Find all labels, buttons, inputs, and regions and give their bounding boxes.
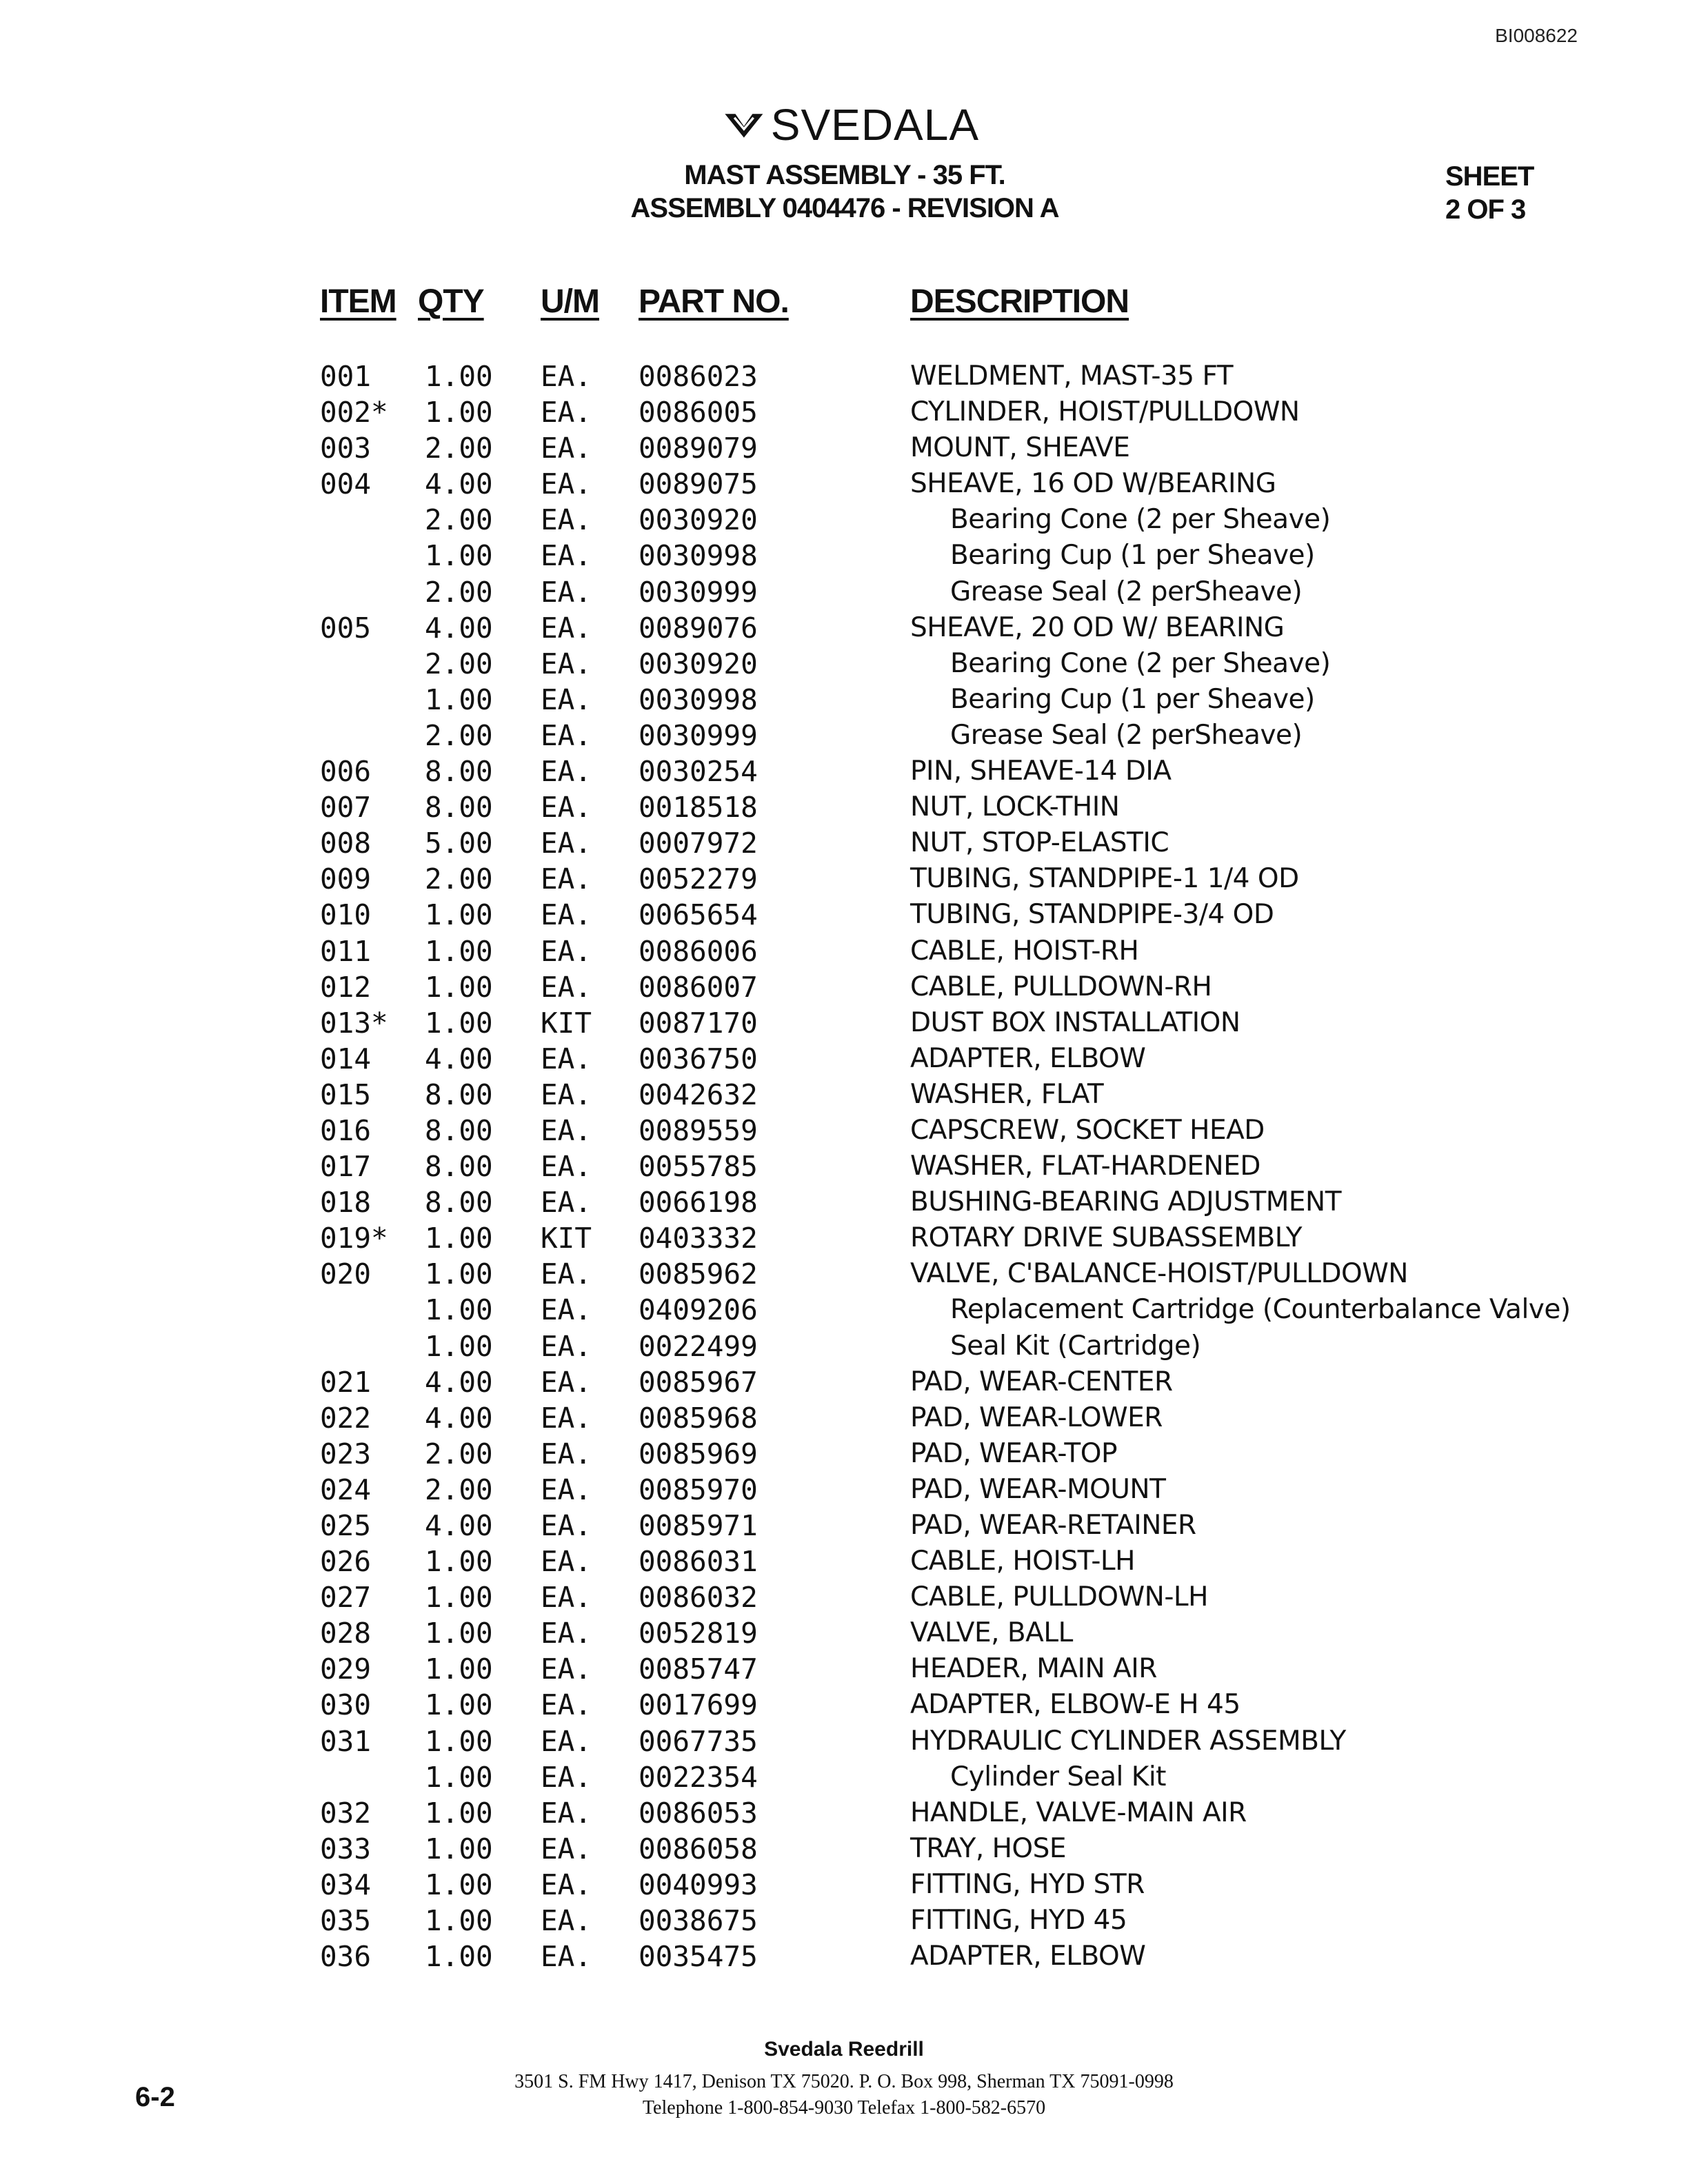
table-row bbox=[0, 897, 1688, 933]
column-header-item: ITEM bbox=[320, 283, 396, 320]
quantity-cell: 2.00 bbox=[425, 647, 493, 680]
table-row bbox=[0, 1149, 1688, 1184]
quantity-cell: 1.00 bbox=[425, 396, 493, 429]
unit-cell: EA. bbox=[541, 827, 592, 860]
unit-cell: EA. bbox=[541, 647, 592, 680]
unit-cell: EA. bbox=[541, 1257, 592, 1291]
item-number-cell: 033 bbox=[320, 1832, 372, 1866]
unit-cell: EA. bbox=[541, 1796, 592, 1830]
brand-name: SVEDALA bbox=[770, 100, 979, 150]
table-subrow bbox=[0, 682, 1688, 718]
part-number-cell: 0409206 bbox=[639, 1293, 758, 1327]
description-cell: WELDMENT, MAST-35 FT bbox=[910, 361, 1234, 392]
item-number-cell: 036 bbox=[320, 1940, 372, 1974]
item-number-cell: 013* bbox=[320, 1006, 388, 1040]
description-cell: PAD, WEAR-LOWER bbox=[910, 1402, 1163, 1433]
table-subrow bbox=[0, 538, 1688, 574]
item-number-cell: 011 bbox=[320, 934, 372, 968]
description-cell: ADAPTER, ELBOW-E H 45 bbox=[910, 1689, 1240, 1721]
part-number-cell: 0085962 bbox=[639, 1257, 758, 1291]
description-cell: PAD, WEAR-RETAINER bbox=[910, 1510, 1196, 1541]
part-number-cell: 0067735 bbox=[639, 1724, 758, 1758]
description-cell: BUSHING-BEARING ADJUSTMENT bbox=[910, 1186, 1342, 1218]
description-cell: DUST BOX INSTALLATION bbox=[910, 1007, 1240, 1038]
part-number-cell: 0066198 bbox=[639, 1186, 758, 1220]
table-subrow bbox=[0, 646, 1688, 682]
quantity-cell: 8.00 bbox=[425, 755, 493, 789]
description-cell: CYLINDER, HOIST/PULLDOWN bbox=[910, 396, 1300, 428]
table-row bbox=[0, 1831, 1688, 1867]
table-row bbox=[0, 430, 1688, 466]
quantity-cell: 8.00 bbox=[425, 1150, 493, 1184]
part-number-cell: 0007972 bbox=[639, 827, 758, 860]
item-number-cell: 024 bbox=[320, 1473, 372, 1506]
table-subrow bbox=[0, 718, 1688, 754]
quantity-cell: 4.00 bbox=[425, 1401, 493, 1435]
table-subrow bbox=[0, 1759, 1688, 1795]
item-number-cell: 012 bbox=[320, 970, 372, 1004]
item-number-cell: 017 bbox=[320, 1150, 372, 1184]
quantity-cell: 8.00 bbox=[425, 1186, 493, 1220]
item-number-cell: 030 bbox=[320, 1688, 372, 1722]
table-row bbox=[0, 754, 1688, 789]
description-cell: ADAPTER, ELBOW bbox=[910, 1941, 1146, 1972]
item-number-cell: 019* bbox=[320, 1222, 388, 1255]
part-number-cell: 0022499 bbox=[639, 1329, 758, 1363]
part-number-cell: 0089076 bbox=[639, 611, 758, 645]
svedala-logo bbox=[724, 98, 979, 152]
item-number-cell: 023 bbox=[320, 1437, 372, 1470]
table-subrow bbox=[0, 574, 1688, 610]
part-number-cell: 0085968 bbox=[639, 1401, 758, 1435]
unit-cell: EA. bbox=[541, 1365, 592, 1399]
column-header-um: U/M bbox=[541, 283, 599, 320]
quantity-cell: 1.00 bbox=[425, 1652, 493, 1686]
quantity-cell: 1.00 bbox=[425, 1904, 493, 1938]
table-subrow bbox=[0, 1328, 1688, 1364]
item-number-cell: 010 bbox=[320, 898, 372, 932]
quantity-cell: 2.00 bbox=[425, 1473, 493, 1506]
quantity-cell: 8.00 bbox=[425, 1113, 493, 1147]
unit-cell: EA. bbox=[541, 611, 592, 645]
part-number-cell: 0035475 bbox=[639, 1940, 758, 1974]
column-header-qty: QTY bbox=[418, 283, 484, 320]
unit-cell: EA. bbox=[541, 934, 592, 968]
quantity-cell: 5.00 bbox=[425, 827, 493, 860]
unit-cell: EA. bbox=[541, 1437, 592, 1470]
table-row bbox=[0, 933, 1688, 969]
column-header-part-no: PART NO. bbox=[639, 283, 789, 320]
quantity-cell: 1.00 bbox=[425, 682, 493, 716]
unit-cell: EA. bbox=[541, 1113, 592, 1147]
quantity-cell: 1.00 bbox=[425, 1724, 493, 1758]
description-cell: PAD, WEAR-TOP bbox=[910, 1437, 1117, 1469]
unit-cell: EA. bbox=[541, 682, 592, 716]
assembly-number: ASSEMBLY 0404476 - REVISION A bbox=[630, 193, 1059, 223]
unit-cell: EA. bbox=[541, 1509, 592, 1542]
part-number-cell: 0030920 bbox=[639, 503, 758, 537]
unit-cell: EA. bbox=[541, 862, 592, 896]
part-number-cell: 0086005 bbox=[639, 396, 758, 429]
quantity-cell: 1.00 bbox=[425, 1257, 493, 1291]
description-cell: ROTARY DRIVE SUBASSEMBLY bbox=[910, 1222, 1303, 1254]
part-number-cell: 0085967 bbox=[639, 1365, 758, 1399]
table-row bbox=[0, 1651, 1688, 1687]
table-row bbox=[0, 1615, 1688, 1651]
table-row bbox=[0, 1005, 1688, 1041]
quantity-cell: 1.00 bbox=[425, 898, 493, 932]
description-cell: PAD, WEAR-MOUNT bbox=[910, 1473, 1166, 1505]
table-row bbox=[0, 1113, 1688, 1149]
part-number-cell: 0403332 bbox=[639, 1222, 758, 1255]
quantity-cell: 1.00 bbox=[425, 539, 493, 573]
unit-cell: EA. bbox=[541, 1329, 592, 1363]
footer-company: Svedala Reedrill bbox=[764, 2038, 924, 2061]
description-cell: HEADER, MAIN AIR bbox=[910, 1653, 1157, 1685]
description-cell: Bearing Cone (2 per Sheave) bbox=[950, 647, 1331, 679]
unit-cell: EA. bbox=[541, 1832, 592, 1866]
table-row bbox=[0, 358, 1688, 394]
part-number-cell: 0086007 bbox=[639, 970, 758, 1004]
part-number-cell: 0086006 bbox=[639, 934, 758, 968]
footer-phone: Telephone 1-800-854-9030 Telefax 1-800-582-6570 bbox=[642, 2097, 1046, 2119]
table-row bbox=[0, 1256, 1688, 1292]
item-number-cell: 032 bbox=[320, 1796, 372, 1830]
unit-cell: EA. bbox=[541, 432, 592, 465]
description-cell: Grease Seal (2 perSheave) bbox=[950, 576, 1303, 607]
table-row bbox=[0, 1939, 1688, 1974]
quantity-cell: 4.00 bbox=[425, 611, 493, 645]
part-number-cell: 0087170 bbox=[639, 1006, 758, 1040]
description-cell: CAPSCREW, SOCKET HEAD bbox=[910, 1114, 1265, 1146]
quantity-cell: 4.00 bbox=[425, 1365, 493, 1399]
item-number-cell: 018 bbox=[320, 1186, 372, 1220]
quantity-cell: 4.00 bbox=[425, 1509, 493, 1542]
svedala-logo-icon bbox=[724, 105, 764, 145]
table-subrow bbox=[0, 502, 1688, 538]
table-row bbox=[0, 1687, 1688, 1723]
table-subrow bbox=[0, 1292, 1688, 1328]
unit-cell: EA. bbox=[541, 575, 592, 609]
unit-cell: KIT bbox=[541, 1222, 592, 1255]
unit-cell: EA. bbox=[541, 791, 592, 825]
description-cell: VALVE, C'BALANCE-HOIST/PULLDOWN bbox=[910, 1258, 1408, 1290]
quantity-cell: 1.00 bbox=[425, 970, 493, 1004]
part-number-cell: 0030999 bbox=[639, 575, 758, 609]
parts-list bbox=[0, 358, 1688, 1974]
quantity-cell: 2.00 bbox=[425, 862, 493, 896]
description-cell: PIN, SHEAVE-14 DIA bbox=[910, 756, 1172, 787]
part-number-cell: 0086058 bbox=[639, 1832, 758, 1866]
unit-cell: EA. bbox=[541, 1617, 592, 1650]
table-row bbox=[0, 1077, 1688, 1113]
description-cell: WASHER, FLAT bbox=[910, 1078, 1104, 1110]
item-number-cell: 014 bbox=[320, 1042, 372, 1075]
quantity-cell: 1.00 bbox=[425, 1796, 493, 1830]
item-number-cell: 028 bbox=[320, 1617, 372, 1650]
unit-cell: EA. bbox=[541, 898, 592, 932]
description-cell: TUBING, STANDPIPE-3/4 OD bbox=[910, 899, 1274, 931]
part-number-cell: 0086032 bbox=[639, 1581, 758, 1615]
quantity-cell: 1.00 bbox=[425, 360, 493, 393]
unit-cell: EA. bbox=[541, 755, 592, 789]
quantity-cell: 1.00 bbox=[425, 1006, 493, 1040]
part-number-cell: 0030920 bbox=[639, 647, 758, 680]
part-number-cell: 0089075 bbox=[639, 467, 758, 501]
unit-cell: EA. bbox=[541, 1940, 592, 1974]
unit-cell: EA. bbox=[541, 1760, 592, 1794]
table-row bbox=[0, 1579, 1688, 1615]
quantity-cell: 2.00 bbox=[425, 1437, 493, 1470]
description-cell: HANDLE, VALVE-MAIN AIR bbox=[910, 1797, 1247, 1828]
table-row bbox=[0, 1184, 1688, 1220]
unit-cell: EA. bbox=[541, 503, 592, 537]
quantity-cell: 8.00 bbox=[425, 791, 493, 825]
part-number-cell: 0017699 bbox=[639, 1688, 758, 1722]
description-cell: WASHER, FLAT-HARDENED bbox=[910, 1151, 1260, 1182]
unit-cell: EA. bbox=[541, 1724, 592, 1758]
sheet-count: 2 OF 3 bbox=[1445, 194, 1526, 225]
quantity-cell: 4.00 bbox=[425, 467, 493, 501]
quantity-cell: 8.00 bbox=[425, 1078, 493, 1111]
item-number-cell: 002* bbox=[320, 396, 388, 429]
description-cell: Bearing Cup (1 per Sheave) bbox=[950, 540, 1315, 572]
description-cell: TUBING, STANDPIPE-1 1/4 OD bbox=[910, 863, 1299, 895]
unit-cell: EA. bbox=[541, 1868, 592, 1901]
part-number-cell: 0030998 bbox=[639, 539, 758, 573]
unit-cell: EA. bbox=[541, 718, 592, 752]
item-number-cell: 001 bbox=[320, 360, 372, 393]
description-cell: CABLE, PULLDOWN-LH bbox=[910, 1581, 1208, 1613]
item-number-cell: 020 bbox=[320, 1257, 372, 1291]
item-number-cell: 016 bbox=[320, 1113, 372, 1147]
table-row bbox=[0, 1723, 1688, 1759]
table-row bbox=[0, 1903, 1688, 1939]
quantity-cell: 1.00 bbox=[425, 1868, 493, 1901]
item-number-cell: 005 bbox=[320, 611, 372, 645]
table-row bbox=[0, 861, 1688, 897]
description-cell: FITTING, HYD STR bbox=[910, 1868, 1145, 1900]
part-number-cell: 0065654 bbox=[639, 898, 758, 932]
table-row bbox=[0, 1544, 1688, 1579]
description-cell: HYDRAULIC CYLINDER ASSEMBLY bbox=[910, 1725, 1346, 1757]
table-row bbox=[0, 610, 1688, 646]
part-number-cell: 0086053 bbox=[639, 1796, 758, 1830]
item-number-cell: 025 bbox=[320, 1509, 372, 1542]
quantity-cell: 2.00 bbox=[425, 718, 493, 752]
quantity-cell: 1.00 bbox=[425, 1329, 493, 1363]
description-cell: SHEAVE, 20 OD W/ BEARING bbox=[910, 611, 1285, 643]
item-number-cell: 007 bbox=[320, 791, 372, 825]
page-number: 6-2 bbox=[135, 2082, 175, 2112]
table-row bbox=[0, 394, 1688, 430]
quantity-cell: 1.00 bbox=[425, 934, 493, 968]
part-number-cell: 0030998 bbox=[639, 682, 758, 716]
description-cell: SHEAVE, 16 OD W/BEARING bbox=[910, 468, 1276, 500]
item-number-cell: 009 bbox=[320, 862, 372, 896]
part-number-cell: 0085747 bbox=[639, 1652, 758, 1686]
description-cell: PAD, WEAR-CENTER bbox=[910, 1366, 1173, 1397]
unit-cell: EA. bbox=[541, 1293, 592, 1327]
unit-cell: EA. bbox=[541, 1688, 592, 1722]
document-id: BI008622 bbox=[1495, 25, 1578, 46]
table-row bbox=[0, 1795, 1688, 1831]
part-number-cell: 0055785 bbox=[639, 1150, 758, 1184]
description-cell: Grease Seal (2 perSheave) bbox=[950, 719, 1303, 751]
unit-cell: EA. bbox=[541, 1545, 592, 1579]
item-number-cell: 034 bbox=[320, 1868, 372, 1901]
quantity-cell: 1.00 bbox=[425, 1545, 493, 1579]
quantity-cell: 1.00 bbox=[425, 1760, 493, 1794]
table-row bbox=[0, 1508, 1688, 1544]
quantity-cell: 4.00 bbox=[425, 1042, 493, 1075]
quantity-cell: 1.00 bbox=[425, 1832, 493, 1866]
description-cell: Seal Kit (Cartridge) bbox=[950, 1330, 1201, 1362]
description-cell: CABLE, PULLDOWN-RH bbox=[910, 971, 1212, 1002]
table-row bbox=[0, 1436, 1688, 1472]
unit-cell: KIT bbox=[541, 1006, 592, 1040]
unit-cell: EA. bbox=[541, 360, 592, 393]
unit-cell: EA. bbox=[541, 1581, 592, 1615]
part-number-cell: 0018518 bbox=[639, 791, 758, 825]
item-number-cell: 035 bbox=[320, 1904, 372, 1938]
sheet-label: SHEET bbox=[1445, 161, 1534, 192]
table-row bbox=[0, 1472, 1688, 1508]
description-cell: TRAY, HOSE bbox=[910, 1832, 1067, 1864]
item-number-cell: 004 bbox=[320, 467, 372, 501]
item-number-cell: 008 bbox=[320, 827, 372, 860]
description-cell: Bearing Cone (2 per Sheave) bbox=[950, 504, 1331, 536]
item-number-cell: 021 bbox=[320, 1365, 372, 1399]
part-number-cell: 0085971 bbox=[639, 1509, 758, 1542]
part-number-cell: 0036750 bbox=[639, 1042, 758, 1075]
part-number-cell: 0052819 bbox=[639, 1617, 758, 1650]
part-number-cell: 0030999 bbox=[639, 718, 758, 752]
unit-cell: EA. bbox=[541, 1186, 592, 1220]
item-number-cell: 003 bbox=[320, 432, 372, 465]
description-cell: Replacement Cartridge (Counterbalance Valve) bbox=[950, 1294, 1571, 1326]
part-number-cell: 0042632 bbox=[639, 1078, 758, 1111]
table-row bbox=[0, 1867, 1688, 1903]
description-cell: ADAPTER, ELBOW bbox=[910, 1042, 1146, 1074]
part-number-cell: 0089079 bbox=[639, 432, 758, 465]
sheet-indicator bbox=[1445, 160, 1534, 226]
description-cell: CABLE, HOIST-LH bbox=[910, 1546, 1135, 1577]
unit-cell: EA. bbox=[541, 1904, 592, 1938]
part-number-cell: 0085970 bbox=[639, 1473, 758, 1506]
quantity-cell: 2.00 bbox=[425, 432, 493, 465]
table-row bbox=[0, 1400, 1688, 1436]
part-number-cell: 0086031 bbox=[639, 1545, 758, 1579]
table-row bbox=[0, 1041, 1688, 1077]
description-cell: Cylinder Seal Kit bbox=[950, 1761, 1166, 1792]
part-number-cell: 0052279 bbox=[639, 862, 758, 896]
unit-cell: EA. bbox=[541, 1150, 592, 1184]
item-number-cell: 029 bbox=[320, 1652, 372, 1686]
part-number-cell: 0089559 bbox=[639, 1113, 758, 1147]
description-cell: CABLE, HOIST-RH bbox=[910, 935, 1139, 967]
item-number-cell: 022 bbox=[320, 1401, 372, 1435]
item-number-cell: 026 bbox=[320, 1545, 372, 1579]
unit-cell: EA. bbox=[541, 1078, 592, 1111]
part-number-cell: 0038675 bbox=[639, 1904, 758, 1938]
quantity-cell: 1.00 bbox=[425, 1222, 493, 1255]
item-number-cell: 015 bbox=[320, 1078, 372, 1111]
part-number-cell: 0030254 bbox=[639, 755, 758, 789]
column-header-description: DESCRIPTION bbox=[910, 283, 1129, 320]
unit-cell: EA. bbox=[541, 539, 592, 573]
table-row bbox=[0, 789, 1688, 825]
item-number-cell: 031 bbox=[320, 1724, 372, 1758]
quantity-cell: 1.00 bbox=[425, 1293, 493, 1327]
unit-cell: EA. bbox=[541, 970, 592, 1004]
part-number-cell: 0086023 bbox=[639, 360, 758, 393]
table-row bbox=[0, 466, 1688, 502]
quantity-cell: 2.00 bbox=[425, 503, 493, 537]
description-cell: NUT, STOP-ELASTIC bbox=[910, 827, 1169, 859]
footer-address: 3501 S. FM Hwy 1417, Denison TX 75020. P. O. Box 998, Sherman TX 75091-0998 bbox=[514, 2071, 1174, 2092]
quantity-cell: 1.00 bbox=[425, 1581, 493, 1615]
unit-cell: EA. bbox=[541, 467, 592, 501]
document-title: MAST ASSEMBLY - 35 FT. bbox=[684, 160, 1005, 190]
unit-cell: EA. bbox=[541, 1042, 592, 1075]
quantity-cell: 2.00 bbox=[425, 575, 493, 609]
item-number-cell: 027 bbox=[320, 1581, 372, 1615]
part-number-cell: 0040993 bbox=[639, 1868, 758, 1901]
item-number-cell: 006 bbox=[320, 755, 372, 789]
table-row bbox=[0, 1220, 1688, 1256]
unit-cell: EA. bbox=[541, 1652, 592, 1686]
unit-cell: EA. bbox=[541, 1401, 592, 1435]
description-cell: NUT, LOCK-THIN bbox=[910, 791, 1120, 823]
description-cell: VALVE, BALL bbox=[910, 1617, 1073, 1649]
part-number-cell: 0022354 bbox=[639, 1760, 758, 1794]
unit-cell: EA. bbox=[541, 1473, 592, 1506]
table-row bbox=[0, 969, 1688, 1005]
table-row bbox=[0, 1364, 1688, 1400]
quantity-cell: 1.00 bbox=[425, 1688, 493, 1722]
quantity-cell: 1.00 bbox=[425, 1940, 493, 1974]
table-row bbox=[0, 825, 1688, 861]
quantity-cell: 1.00 bbox=[425, 1617, 493, 1650]
description-cell: MOUNT, SHEAVE bbox=[910, 432, 1130, 464]
description-cell: Bearing Cup (1 per Sheave) bbox=[950, 683, 1315, 715]
description-cell: FITTING, HYD 45 bbox=[910, 1905, 1127, 1937]
part-number-cell: 0085969 bbox=[639, 1437, 758, 1470]
unit-cell: EA. bbox=[541, 396, 592, 429]
